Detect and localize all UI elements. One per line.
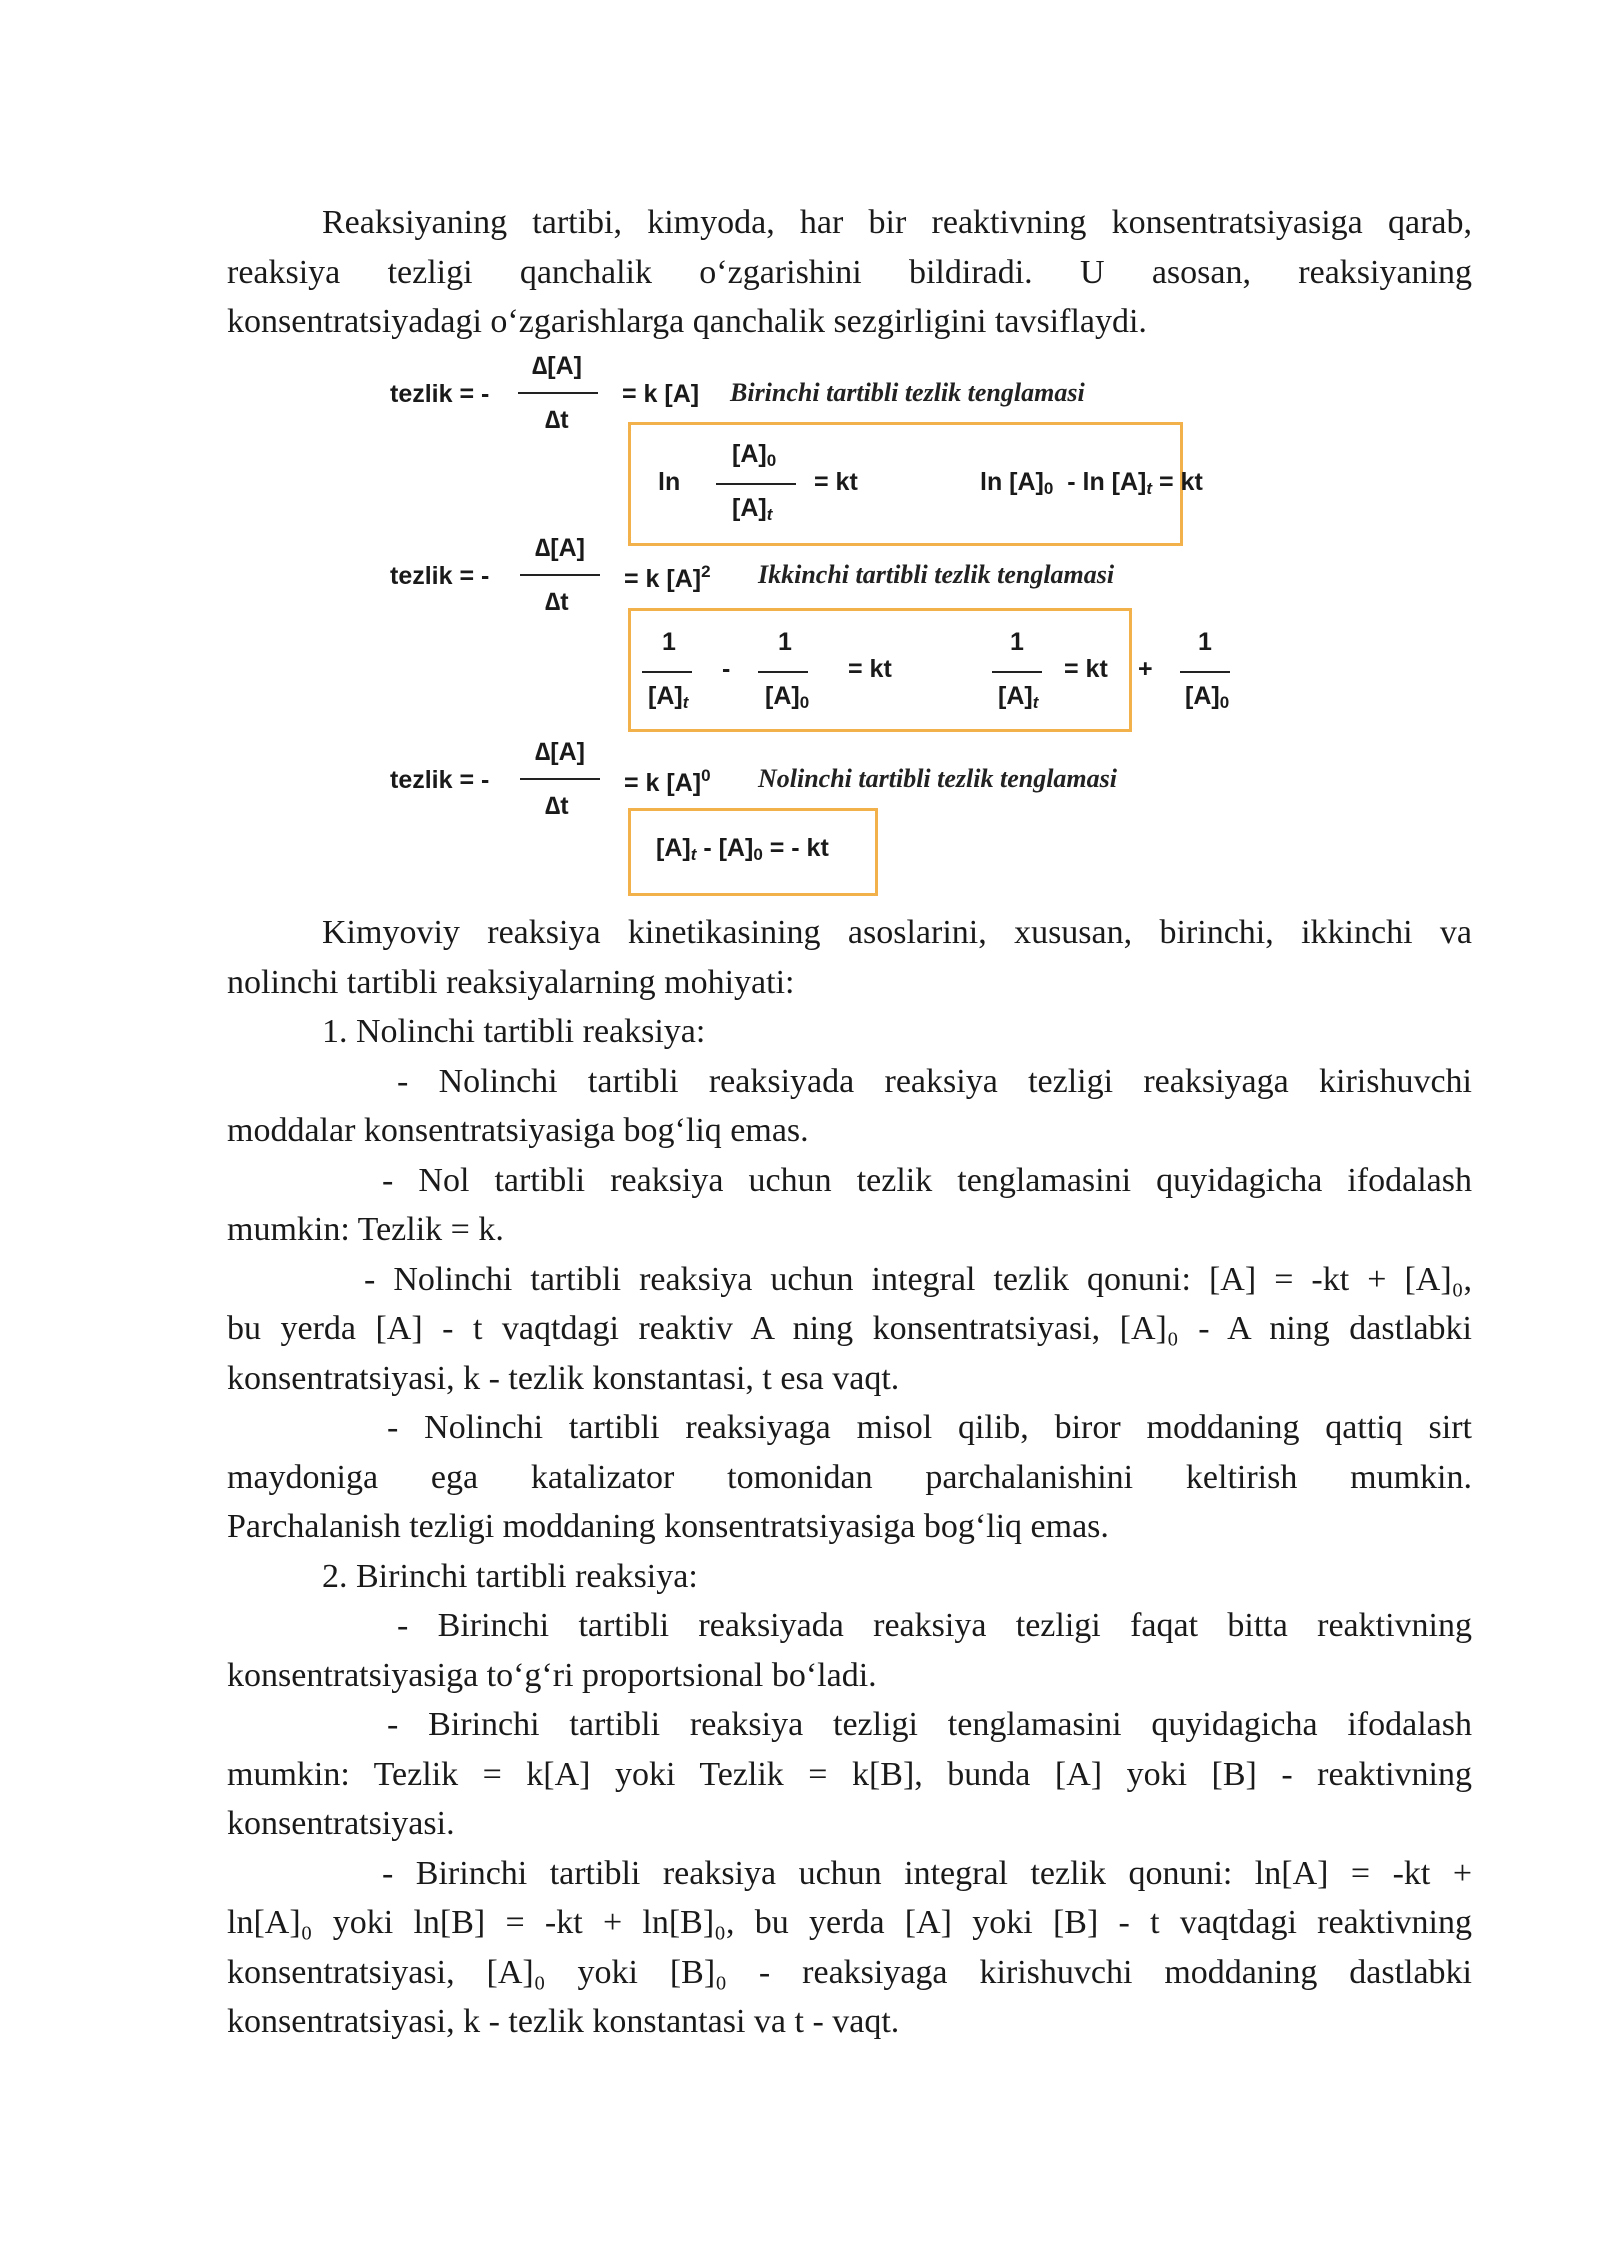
second-order-caption: Ikkinchi tartibli tezlik tenglamasi	[758, 560, 1115, 589]
second-order-den-0-2: $[A]_0$	[1185, 682, 1230, 712]
first-order-ln: ln	[658, 468, 681, 496]
second-order-minus: -	[722, 655, 731, 683]
second-order-one-2: 1	[778, 628, 792, 656]
rate-label-1: tezlik = -	[390, 380, 490, 408]
zero-order-caption: Nolinchi tartibli tezlik tenglamasi	[758, 764, 1117, 793]
rate-equations-figure	[380, 350, 1320, 910]
zero-p1-line-2: moddalar konsentratsiyasiga bog‘liq emas.	[227, 1112, 809, 1149]
first-order-ln-form: $\ln [A]_0$ - $\ln [A]_t$ = kt	[980, 468, 1203, 498]
fraction-bar	[518, 392, 598, 394]
zero-order-box-text: $[A]_t - [A]_0$ = - kt	[656, 834, 829, 864]
fraction-bar	[642, 671, 692, 673]
rate-fraction-num-2: ∆[A]	[535, 534, 585, 562]
second-order-eq-1: = kt	[848, 655, 892, 683]
fraction-bar	[520, 778, 600, 780]
kinetics-line-2: nolinchi tartibli reaksiyalarning mohiyati:	[227, 963, 795, 1001]
first-order-num: $[A]_0$	[732, 440, 777, 470]
first-p3-line-4: konsentratsiyasi, k - tezlik konstantasi va t - vaqt.	[227, 2003, 900, 2040]
first-p2-line-2: mumkin: Tezlik = k[A] yoki Tezlik = k[B], bunda [A] yoki [B] - reaktivning	[227, 1755, 1472, 1793]
first-p1-line-2: konsentratsiyasiga to‘g‘ri proportsional bo‘ladi.	[227, 1656, 877, 1694]
second-order-one-1: 1	[662, 628, 676, 656]
first-p1-line-1: - Birinchi tartibli reaksiyada reaksiya tezligi faqat bitta reaktivning	[397, 1607, 1472, 1644]
rate-fraction-den-2: ∆t	[545, 588, 569, 616]
zero-p4-line-2: maydoniga ega katalizator tomonidan parchalanishini keltirish mumkin.	[227, 1458, 1472, 1496]
rate-fraction-den-3: ∆t	[545, 792, 569, 820]
kinetics-paragraph	[227, 908, 1472, 2047]
intro-line-1: Reaksiyaning tartibi, kimyoda, har bir reaktivning konsentratsiyasiga qarab,	[322, 204, 1472, 241]
first-p3-line-2: ln[A]₀ yoki ln[B] = -kt + ln[B]₀, bu yerda [A] yoki [B] - t vaqtdagi reaktivning	[227, 1904, 1472, 1941]
first-p2-line-1: - Birinchi tartibli reaksiya tezligi tenglamasini quyidagicha ifodalash	[387, 1706, 1472, 1743]
second-order-den-t-1: $[A]_t$	[648, 682, 689, 712]
rate-fraction-num-3: ∆[A]	[535, 738, 585, 766]
second-order-plus: +	[1138, 655, 1153, 683]
fraction-bar	[1180, 671, 1230, 673]
fraction-bar	[758, 671, 808, 673]
first-order-caption: Birinchi tartibli tezlik tenglamasi	[730, 378, 1085, 407]
second-order-one-4: 1	[1198, 628, 1212, 656]
rate-label-2: tezlik = -	[390, 562, 490, 590]
first-p2-line-3: konsentratsiyasi.	[227, 1805, 455, 1842]
second-order-rate: = k $[A]^2$	[624, 562, 711, 593]
second-order-den-0: $[A]_0$	[765, 682, 810, 712]
zero-p3-line-3: konsentratsiyasi, k - tezlik konstantasi, t esa vaqt.	[227, 1359, 900, 1397]
zero-p4-line-3: Parchalanish tezligi moddaning konsentratsiyasiga bog‘liq emas.	[227, 1508, 1109, 1545]
zero-p3-line-1: - Nolinchi tartibli reaksiya uchun integral tezlik qonuni: [A] = -kt + [A]₀,	[364, 1260, 1472, 1298]
intro-line-2: reaksiya tezligi qanchalik o‘zgarishini bildiradi. U asosan, reaksiyaning	[227, 253, 1472, 291]
intro-line-3: konsentratsiyadagi o‘zgarishlarga qanchalik sezgirligini tavsiflaydi.	[227, 303, 1147, 340]
first-order-den: $[A]_t$	[732, 494, 773, 524]
first-order-rate: = k [A]	[622, 380, 700, 408]
fraction-bar	[992, 671, 1042, 673]
second-order-one-3: 1	[1010, 628, 1024, 656]
zero-p3-line-2: bu yerda [A] - t vaqtdagi reaktiv A ning konsentratsiyasi, [A]₀ - A ning dastlabki	[227, 1310, 1472, 1347]
zero-p4-line-1: - Nolinchi tartibli reaksiyaga misol qilib, biror moddaning qattiq sirt	[387, 1409, 1472, 1446]
rate-fraction-den-1: ∆t	[545, 406, 569, 434]
second-order-den-t-2: $[A]_t$	[998, 682, 1039, 712]
first-order-eq: = kt	[814, 468, 858, 496]
fraction-bar	[520, 574, 600, 576]
first-order-heading: 2. Birinchi tartibli reaksiya:	[322, 1557, 698, 1595]
zero-order-rate: = k $[A]^0$	[624, 766, 711, 797]
fraction-bar	[716, 483, 796, 485]
rate-label-3: tezlik = -	[390, 766, 490, 794]
first-p3-line-3: konsentratsiyasi, [A]₀ yoki [B]₀ - reaksiyaga kirishuvchi moddaning dastlabki	[227, 1953, 1472, 1991]
rate-fraction-num-1: ∆[A]	[532, 352, 582, 380]
zero-p2-line-2: mumkin: Tezlik = k.	[227, 1211, 504, 1248]
zero-order-heading: 1. Nolinchi tartibli reaksiya:	[322, 1013, 706, 1050]
zero-p2-line-1: - Nol tartibli reaksiya uchun tezlik tenglamasini quyidagicha ifodalash	[382, 1161, 1472, 1199]
zero-p1-line-1: - Nolinchi tartibli reaksiyada reaksiya tezligi reaksiyaga kirishuvchi	[397, 1062, 1472, 1100]
intro-paragraph	[227, 198, 1472, 347]
kinetics-line-1: Kimyoviy reaksiya kinetikasining asoslarini, xususan, birinchi, ikkinchi va	[322, 914, 1472, 951]
second-order-eq-2: = kt	[1064, 655, 1108, 683]
first-p3-line-1: - Birinchi tartibli reaksiya uchun integral tezlik qonuni: ln[A] = -kt +	[382, 1854, 1472, 1892]
